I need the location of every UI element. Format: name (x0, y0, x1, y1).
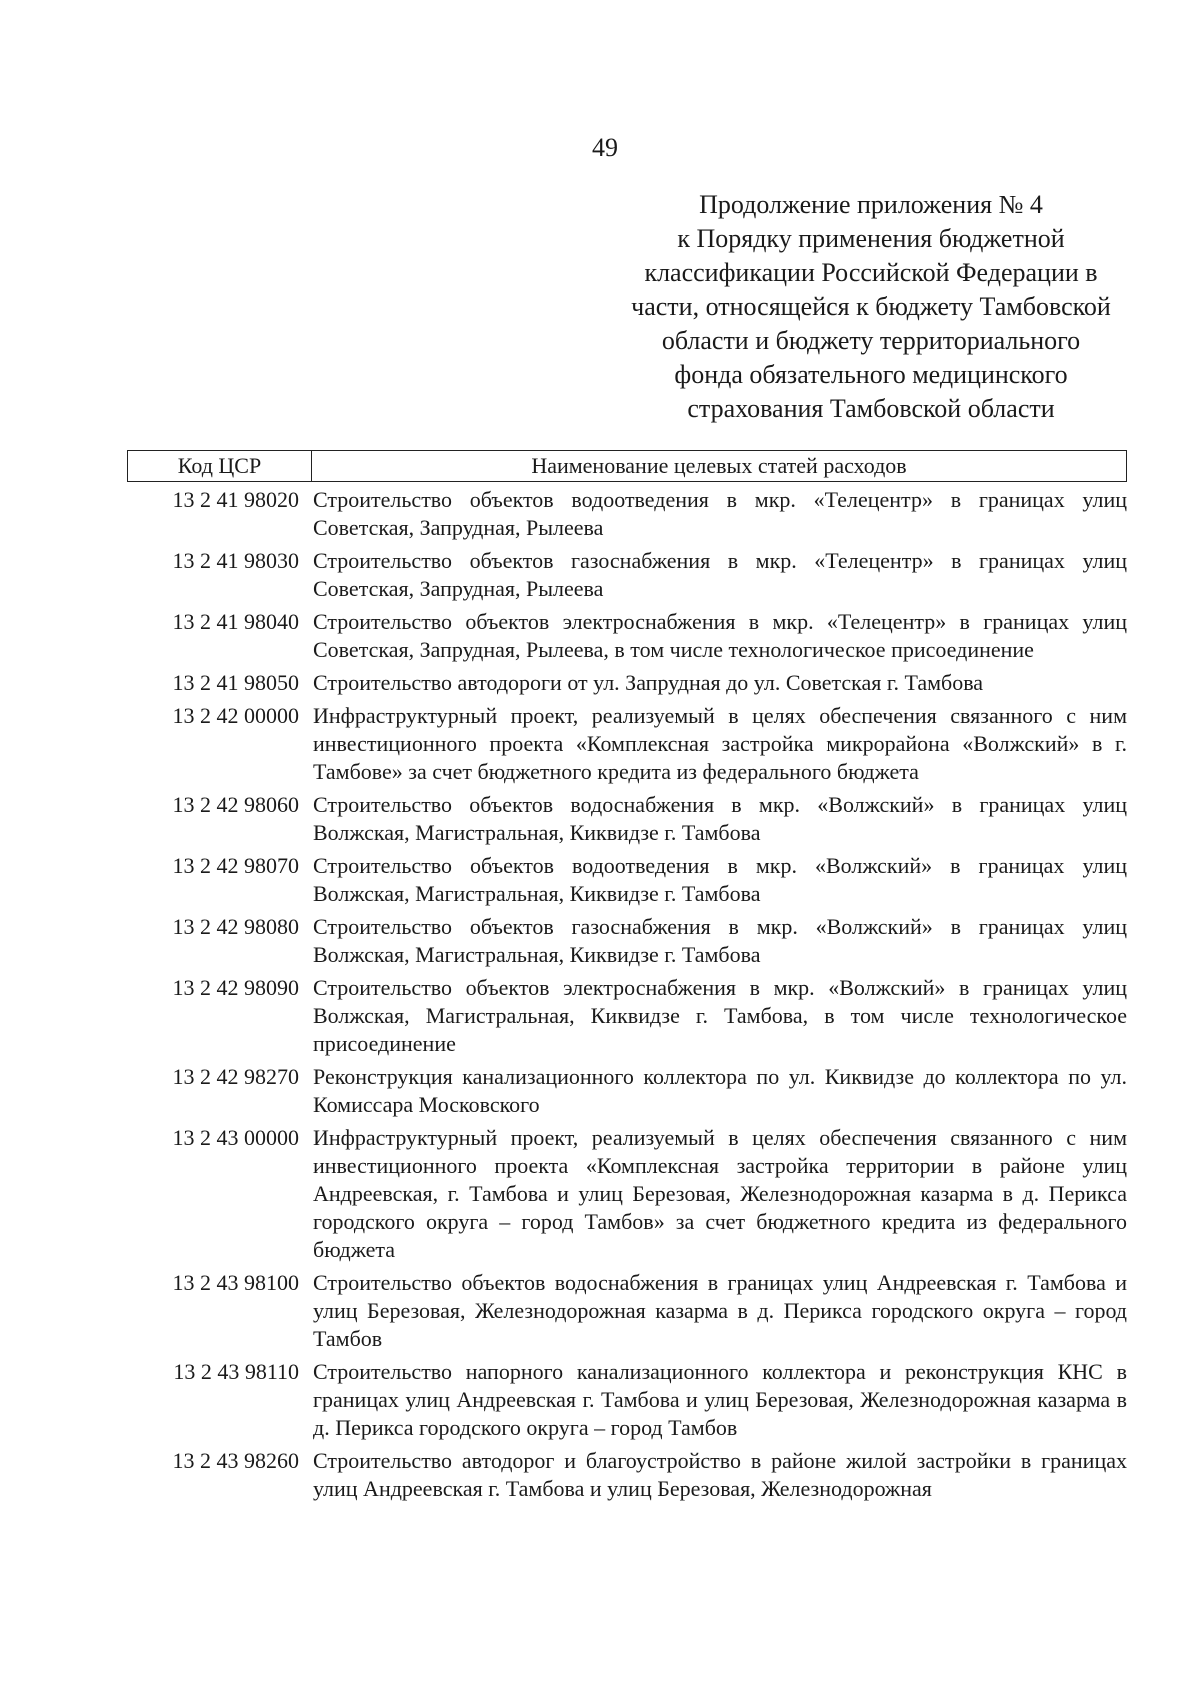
row-name: Строительство объектов электроснабжения в мкр. «Волжский» в границах улиц Волжская, Магистральная, Киквидзе г. Тамбова, в том числе технологическое присоединение (313, 975, 1127, 1056)
row-code: 13 2 42 98080 (172, 914, 299, 939)
row-name: Строительство объектов газоснабжения в мкр. «Телецентр» в границах улиц Советская, Запрудная, Рылеева (313, 548, 1127, 601)
row-name: Инфраструктурный проект, реализуемый в целях обеспечения связанного с ним инвестиционного проекта «Комплексная застройка территории в районе улиц Андреевская, г. Тамбова и улиц Березовая, Железнодорожная казарма в д. Перикса городского округа – город Тамбов» за счет бюджетного кредита из федерального бюджета (313, 1125, 1127, 1262)
table-row (127, 1063, 1127, 1119)
table-header (127, 450, 1127, 482)
row-name: Строительство объектов электроснабжения в мкр. «Телецентр» в границах улиц Советская, Запрудная, Рылеева, в том числе технологическое присоединение (313, 609, 1127, 662)
page-number: 49 (592, 133, 618, 162)
table-row (127, 791, 1127, 847)
row-name: Строительство объектов водоотведения в мкр. «Телецентр» в границах улиц Советская, Запрудная, Рылеева (313, 487, 1127, 540)
row-code: 13 2 41 98040 (172, 609, 299, 634)
table-row (127, 974, 1127, 1058)
row-code: 13 2 42 98070 (172, 853, 299, 878)
row-code: 13 2 42 98270 (172, 1064, 299, 1089)
row-code: 13 2 42 98060 (172, 792, 299, 817)
row-name: Строительство объектов водоснабжения в мкр. «Волжский» в границах улиц Волжская, Магистральная, Киквидзе г. Тамбова (313, 792, 1127, 845)
appendix-header-line: фонда обязательного медицинского (674, 360, 1068, 389)
table-row (127, 1447, 1127, 1503)
row-name: Строительство автодорог и благоустройство в районе жилой застройки в границах улиц Андреевская г. Тамбова и улиц Березовая, Железнодорожная (313, 1448, 1127, 1501)
table-row (127, 608, 1127, 664)
row-code: 13 2 41 98020 (172, 487, 299, 512)
appendix-header-line: к Порядку применения бюджетной (677, 224, 1065, 253)
row-name: Строительство автодороги от ул. Запрудная до ул. Советская г. Тамбова (313, 670, 984, 695)
row-name: Строительство объектов газоснабжения в мкр. «Волжский» в границах улиц Волжская, Магистральная, Киквидзе г. Тамбова (313, 914, 1127, 967)
column-header-code: Код ЦСР (128, 451, 312, 481)
row-code: 13 2 41 98050 (172, 670, 299, 695)
appendix-header (596, 188, 1146, 426)
row-code: 13 2 43 98260 (172, 1448, 299, 1473)
appendix-header-line: Продолжение приложения № 4 (699, 190, 1043, 219)
table-row (127, 547, 1127, 603)
appendix-header-line: части, относящейся к бюджету Тамбовской (631, 292, 1111, 321)
table-row (127, 486, 1127, 542)
row-name: Строительство напорного канализационного коллектора и реконструкция КНС в границах улиц Андреевская г. Тамбова и улиц Березовая, Железнодорожная казарма в д. Перикса городского округа – город Тамбов (313, 1359, 1127, 1440)
row-code: 13 2 41 98030 (172, 548, 299, 573)
row-name: Строительство объектов водоотведения в мкр. «Волжский» в границах улиц Волжская, Магистральная, Киквидзе г. Тамбова (313, 853, 1127, 906)
appendix-header-line: области и бюджету территориального (661, 326, 1081, 355)
row-code: 13 2 42 98090 (172, 975, 299, 1000)
table-row (127, 1269, 1127, 1353)
row-code: 13 2 43 98100 (172, 1270, 299, 1295)
table-row (127, 1124, 1127, 1264)
appendix-header-line: классификации Российской Федерации в (644, 258, 1098, 287)
table-body (127, 486, 1127, 1508)
table-row (127, 669, 1127, 697)
table-row (127, 913, 1127, 969)
row-name: Инфраструктурный проект, реализуемый в целях обеспечения связанного с ним инвестиционного проекта «Комплексная застройка микрорайона «Волжский» в г. Тамбове» за счет бюджетного кредита из федерального бюджета (313, 703, 1127, 784)
row-name: Строительство объектов водоснабжения в границах улиц Андреевская г. Тамбова и улиц Березовая, Железнодорожная казарма в д. Перикса городского округа – город Тамбов (313, 1270, 1127, 1351)
appendix-header-line: страхования Тамбовской области (687, 394, 1055, 423)
table-row (127, 1358, 1127, 1442)
table-row (127, 852, 1127, 908)
column-header-name: Наименование целевых статей расходов (531, 453, 907, 478)
row-code: 13 2 43 98110 (173, 1359, 299, 1384)
row-code: 13 2 43 00000 (172, 1125, 299, 1150)
row-code: 13 2 42 00000 (172, 703, 299, 728)
row-name: Реконструкция канализационного коллектора по ул. Киквидзе до коллектора по ул. Комиссара Московского (313, 1064, 1127, 1117)
table-row (127, 702, 1127, 786)
